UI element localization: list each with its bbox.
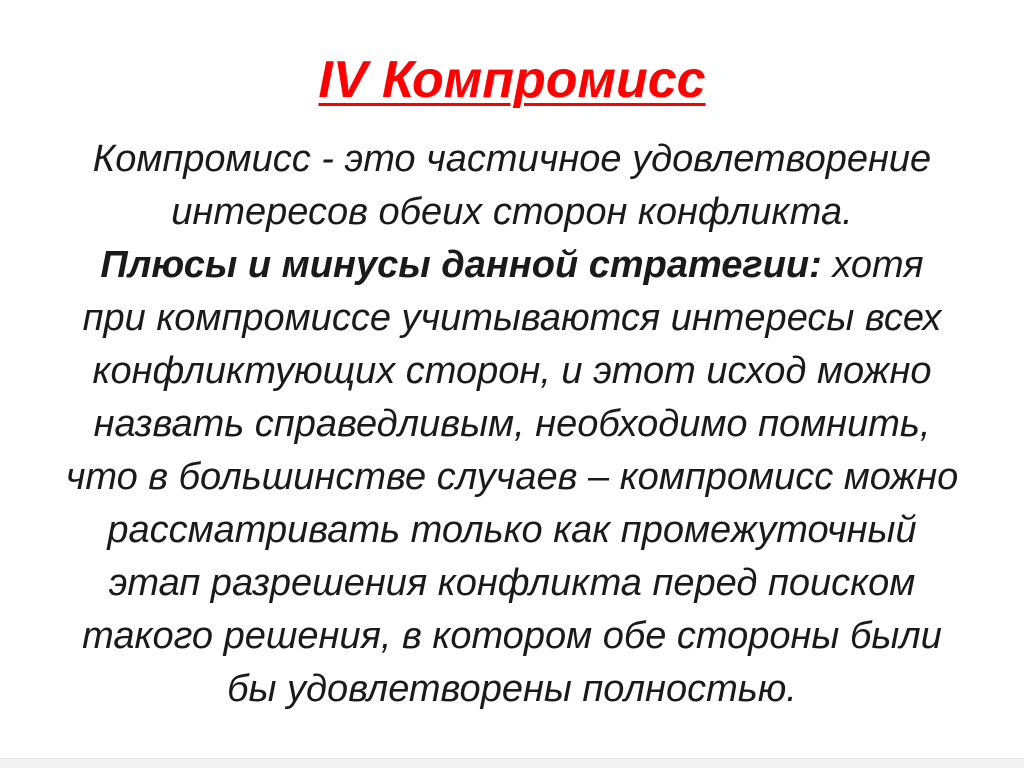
definition-line: интересов обеих сторон конфликта. xyxy=(171,191,853,233)
pros-cons-heading: Плюсы и минусы данной стратегии: xyxy=(100,244,822,286)
pros-cons-text: хотя xyxy=(821,244,924,286)
body-line: такого решения, в котором обе стороны были xyxy=(82,615,942,657)
body-line: бы удовлетворены полностью. xyxy=(227,668,797,710)
definition-line: Компромисс - это частичное удовлетворение xyxy=(92,138,932,180)
body-line: что в большинстве случаев – компромисс можно xyxy=(65,456,959,498)
pros-cons-line xyxy=(0,239,1024,292)
body-line: при компромиссе учитываются интересы всех xyxy=(82,297,942,339)
body-line: назвать справедливым, необходимо помнить, xyxy=(93,403,931,445)
body-line: этап разрешения конфликта перед поиском xyxy=(108,562,916,604)
body-line: конфликтующих сторон, и этот исход можно xyxy=(92,350,932,392)
slide-title: IV Компромисс xyxy=(318,51,706,109)
body-line: рассматривать только как промежуточный xyxy=(107,509,917,551)
slide-body xyxy=(0,133,1024,716)
